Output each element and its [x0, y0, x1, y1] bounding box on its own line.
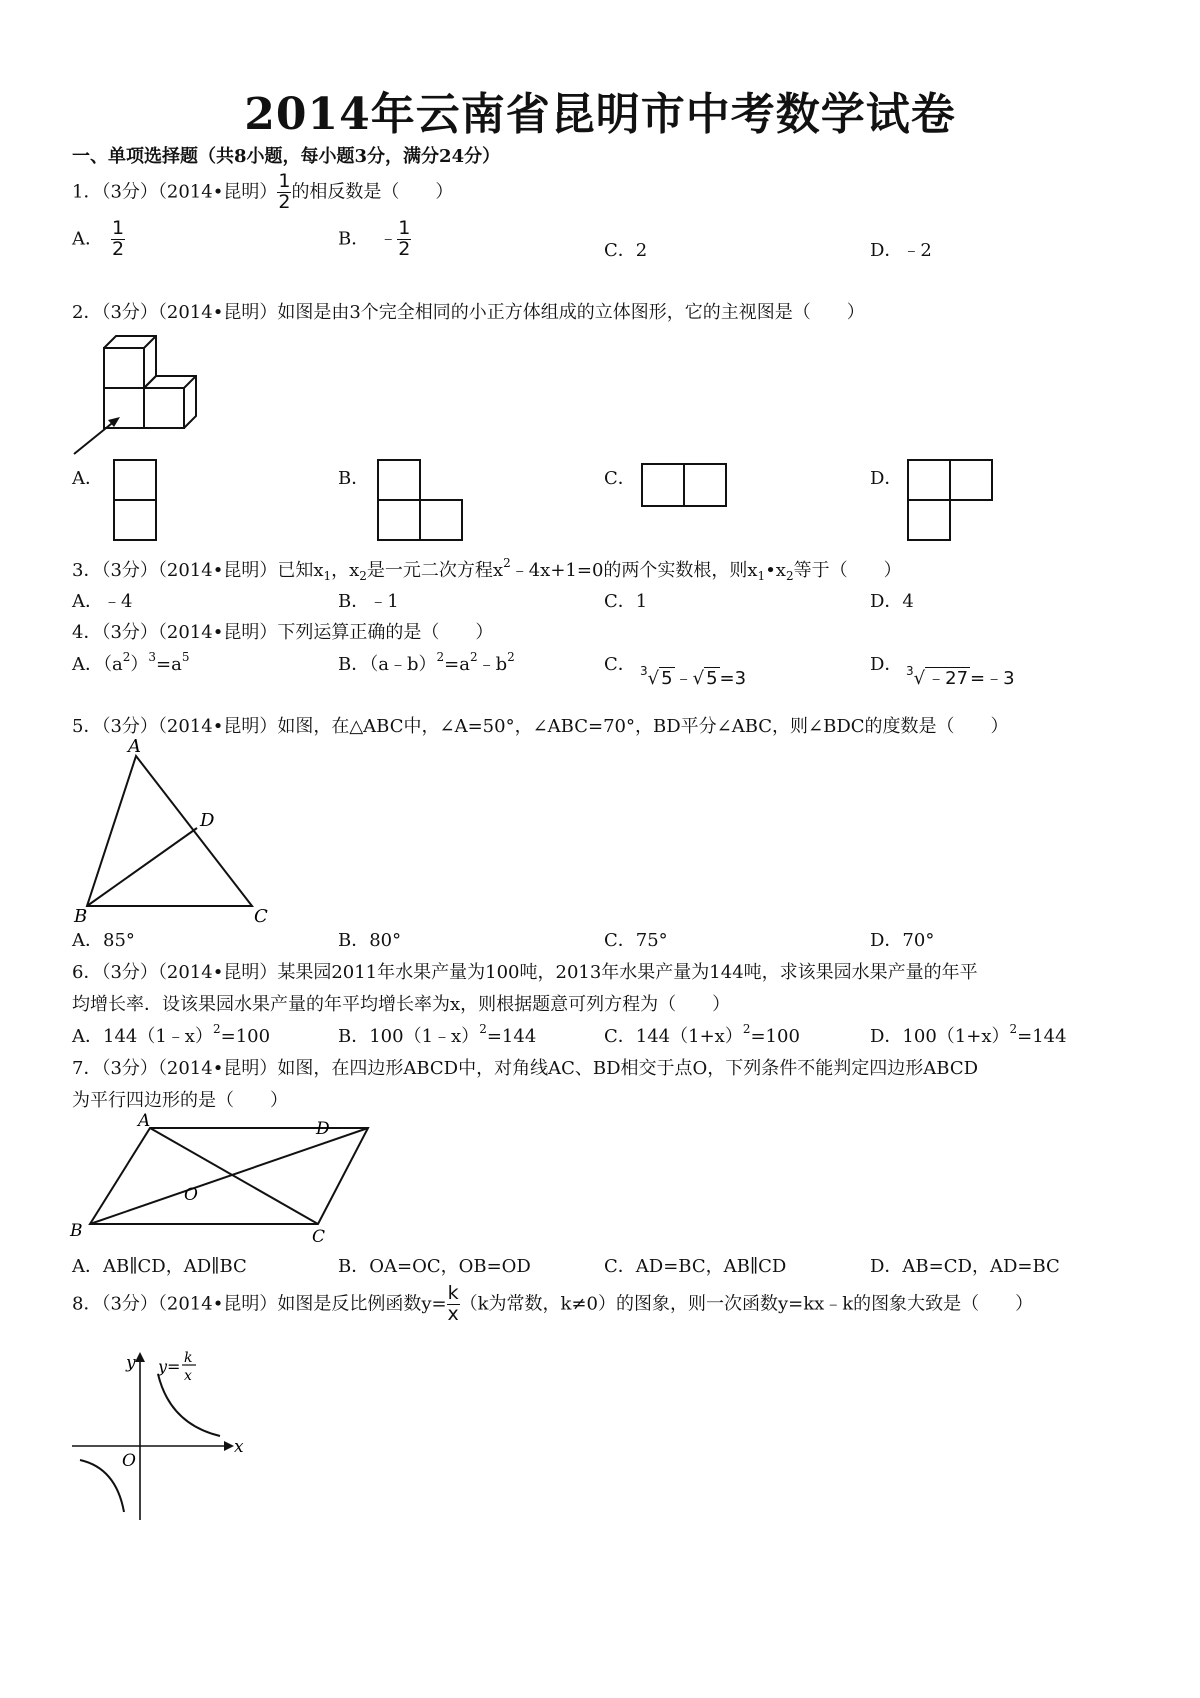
q7-label-a: A	[138, 1111, 151, 1131]
q8-axis-y-label: y	[126, 1353, 136, 1373]
q8-axis-x-label: x	[234, 1437, 244, 1457]
q8-curve-label: y=	[158, 1357, 181, 1376]
q3-option-b[interactable]: B．﹣1	[338, 591, 399, 612]
q1-option-b[interactable]: B． ﹣ $\frac{1}{2}$	[338, 217, 411, 260]
q6-option-c[interactable]: C．$144(1+x)^2=100$	[604, 1022, 800, 1047]
q4-option-d[interactable]: D．	[870, 654, 903, 675]
q6-option-b[interactable]: B．100（1﹣x）$^2$=144	[338, 1022, 537, 1047]
question-2-stem: 2．（3分）（2014•昆明）如图是由3个完全相同的小正方体组成的立体图形，它的主视图是（ ）	[72, 302, 865, 323]
q6-option-d[interactable]: D．$100(1+x)^2=144$	[870, 1022, 1067, 1047]
q4-option-c[interactable]: C．	[604, 654, 636, 675]
q1-option-c[interactable]: C．2	[604, 240, 648, 261]
q1-prefix: 1．（3分）（2014•昆明）	[72, 181, 278, 203]
q4-option-c-expression: $^3$√ 5 ﹣√ 5 =3	[640, 664, 747, 689]
question-7-line-2: 为平行四边形的是（ ）	[72, 1090, 288, 1111]
q1-option-a[interactable]: A． $\frac{1}{2}$	[72, 217, 125, 260]
q5-option-b[interactable]: B．80°	[338, 930, 402, 951]
question-7-line-1: 7．（3分）（2014•昆明）如图，在四边形ABCD中，对角线AC、BD相交于点O，下列条件不能判定四边形ABCD	[72, 1058, 979, 1079]
q7-label-o: O	[184, 1185, 198, 1205]
q8-curve-label-x: x	[184, 1368, 192, 1384]
q5-label-b: B	[74, 906, 88, 927]
q2-cube-figure	[72, 326, 212, 458]
q1-fraction: $\frac{1}{2}$	[278, 170, 291, 213]
q1-option-d[interactable]: D．﹣2	[870, 240, 932, 261]
q7-quadrilateral-figure	[68, 1112, 334, 1246]
q8-fraction: $\frac{k}{x}$	[447, 1282, 459, 1325]
q8-origin-label: O	[122, 1451, 136, 1471]
q6-option-a[interactable]: A．144（1﹣x）$^2$=100	[72, 1022, 271, 1047]
section-heading: 一、单项选择题（共8小题，每小题3分，满分24分）	[72, 146, 501, 167]
q3-option-d[interactable]: D．4	[870, 591, 914, 612]
q2-option-a-figure	[112, 458, 160, 544]
q5-label-a: A	[128, 736, 141, 757]
q7-label-c: C	[312, 1227, 326, 1247]
q5-option-a[interactable]: A．85°	[72, 930, 135, 951]
q2-option-c-figure	[640, 462, 730, 510]
question-5-stem: 5．（3分）（2014•昆明）如图，在△ABC中，∠A=50°，∠ABC=70°，BD平分∠ABC，则∠BDC的度数是（ ）	[72, 716, 1009, 737]
question-1-stem	[72, 172, 453, 213]
q3-option-c[interactable]: C．1	[604, 591, 648, 612]
q5-label-d: D	[200, 810, 215, 831]
q4-option-d-expression: $^3$√ ﹣27 =﹣3	[906, 664, 1015, 689]
q7-option-d[interactable]: D．AB=CD，AD=BC	[870, 1256, 1060, 1277]
q8-inverse-function-graph	[70, 1350, 244, 1522]
q2-option-b[interactable]: B．	[338, 468, 370, 489]
question-8-stem: 8．（3分）（2014•昆明）如图是反比例函数y= $\frac{k}{x}$ （k为常数，k≠0）的图象，则一次函数y=kx﹣k的图象大致是（ ）	[72, 1282, 1034, 1325]
q4-option-b[interactable]: B．$(a﹣b)^2=a^2﹣b^2$	[338, 650, 515, 675]
q5-option-d[interactable]: D．70°	[870, 930, 935, 951]
question-4-stem: 4．（3分）（2014•昆明）下列运算正确的是（ ）	[72, 622, 494, 643]
q1-suffix: 的相反数是（ ）	[291, 181, 454, 203]
q7-option-c[interactable]: C．AD=BC，AB∥CD	[604, 1256, 787, 1277]
q2-option-b-figure	[376, 458, 466, 544]
q4-option-a[interactable]: A．$(a^2)^3=a^5$	[72, 650, 190, 675]
question-6-line-1: 6．（3分）（2014•昆明）某果园2011年水果产量为100吨，2013年水果产量为144吨，求该果园水果产量的年平	[72, 962, 978, 983]
page-title: 2014年云南省昆明市中考数学试卷	[244, 89, 956, 140]
q2-option-d-figure	[906, 458, 996, 544]
q2-option-d[interactable]: D．	[870, 468, 903, 489]
q3-option-a[interactable]: A．﹣4	[72, 591, 133, 612]
q8-curve-label-k: k	[184, 1350, 193, 1366]
q5-label-c: C	[254, 906, 268, 927]
q7-option-b[interactable]: B．OA=OC，OB=OD	[338, 1256, 531, 1277]
q7-label-d: D	[316, 1119, 330, 1139]
q5-option-c[interactable]: C．75°	[604, 930, 668, 951]
question-3-stem: 3．（3分）（2014•昆明）已知$x_1$，$x_2$是一元二次方程$x^2﹣4x+1=0$的两个实数根，则$x_1•x_2$等于（ ）	[72, 556, 902, 583]
q7-option-a[interactable]: A．AB∥CD，AD∥BC	[72, 1256, 247, 1277]
q2-option-a[interactable]: A．	[72, 468, 103, 489]
q2-option-c[interactable]: C．	[604, 468, 636, 489]
question-6-line-2: 均增长率．设该果园水果产量的年平均增长率为x，则根据题意可列方程为（ ）	[72, 994, 731, 1015]
q7-label-b: B	[70, 1221, 83, 1241]
q5-triangle-figure	[72, 736, 282, 926]
